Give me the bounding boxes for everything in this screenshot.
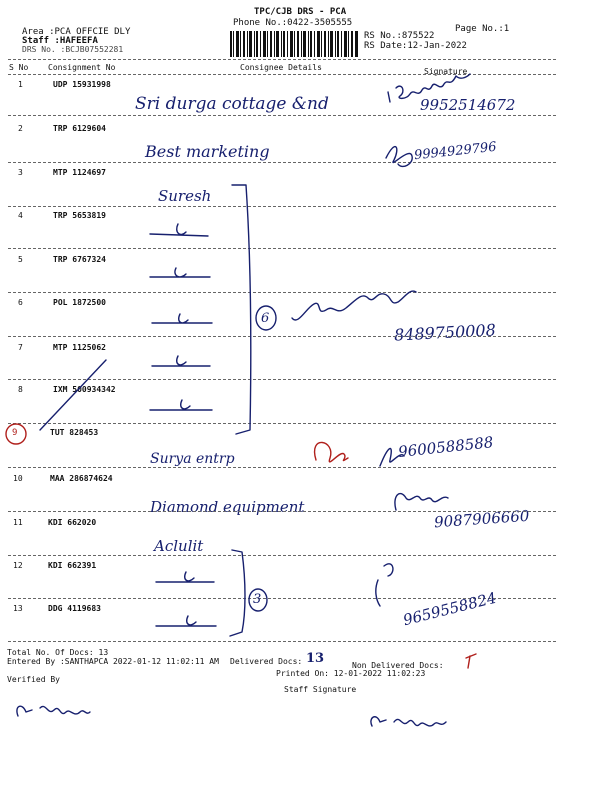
- drs-number: DRS No. :BCJB07552281: [22, 45, 124, 54]
- group-count-annotation: 6: [261, 311, 270, 326]
- row-consignment-no: DDG 4119683: [48, 604, 101, 613]
- signature-scribble: [380, 449, 404, 466]
- delivered-docs-label: Delivered Docs:: [230, 657, 303, 666]
- signature-scribble: [388, 74, 470, 102]
- strike-line: [40, 360, 106, 430]
- printed-on: Printed On: 12-01-2022 11:02:23: [276, 669, 426, 678]
- row-consignment-no: TRP 5653819: [53, 211, 106, 220]
- row-sno: 13: [13, 604, 23, 613]
- row-phone: 8489750008: [393, 320, 497, 345]
- group-bracket: [232, 185, 251, 434]
- row-consignment-no: IXM 500934342: [53, 385, 116, 394]
- row-sno: 4: [18, 211, 23, 220]
- column-sno: S No: [9, 63, 29, 72]
- row-sno: 7: [18, 343, 23, 352]
- row-consignee: Diamond equipment: [150, 498, 305, 516]
- row-consignment-no: MTP 1124697: [53, 168, 106, 177]
- row-consignment-no: UDP 15931998: [53, 80, 111, 89]
- row-phone: 9952514672: [420, 96, 516, 114]
- row-consignment-no: KDI 662391: [48, 561, 97, 570]
- column-consignee-details: Consignee Details: [240, 63, 322, 72]
- row-consignee: Suresh: [158, 187, 212, 205]
- row-consignment-no: TRP 6767324: [53, 255, 106, 264]
- phone-number: Phone No.:0422-3505555: [233, 18, 353, 28]
- row-consignee: Best marketing: [145, 142, 270, 161]
- row-sno: 11: [13, 518, 23, 527]
- signature-scribble: [386, 147, 412, 167]
- staff-signature-label: Staff Signature: [284, 685, 357, 694]
- ditto-mark: [156, 616, 216, 626]
- row-sno: 8: [18, 385, 23, 394]
- entered-by: Entered By :SANTHAPCA 2022-01-12 11:02:11 AM: [7, 657, 219, 666]
- row-consignee: Sri durga cottage &nd: [135, 94, 329, 114]
- row-consignment-no: TRP 6129604: [53, 124, 106, 133]
- column-signature: Signature: [424, 67, 468, 76]
- verified-signature: [17, 706, 90, 716]
- group-count-circle: [249, 589, 267, 611]
- row-consignee: Surya entrp: [150, 451, 235, 467]
- row-sno: 5: [18, 255, 23, 264]
- page-number: Page No.:1: [455, 24, 510, 34]
- ditto-mark: [150, 224, 208, 236]
- staff-signature: [371, 717, 446, 726]
- group-bracket: [230, 550, 245, 636]
- row-consignment-no: TUT 828453: [50, 428, 99, 437]
- signature-scribble: [292, 291, 416, 320]
- group-count-circle: [256, 306, 276, 330]
- group-count-annotation: 3: [253, 592, 262, 607]
- verified-by-label: Verified By: [7, 675, 60, 684]
- row-phone: 9600588588: [397, 433, 495, 461]
- row-sno: 2: [18, 124, 23, 133]
- row-sno: 1: [18, 80, 23, 89]
- rs-date: RS Date:12-Jan-2022: [364, 41, 467, 51]
- signature-scribble: [376, 564, 393, 606]
- ditto-mark: [152, 314, 212, 323]
- row-phone: 9087906660: [433, 506, 530, 532]
- row-consignee: Aclulit: [154, 537, 204, 555]
- row-number-circle: [6, 424, 26, 444]
- row-sno: 6: [18, 298, 23, 307]
- row-consignment-no: MTP 1125062: [53, 343, 106, 352]
- row-sno: 3: [18, 168, 23, 177]
- row-consignment-no: POL 1872500: [53, 298, 106, 307]
- row-sno: 12: [13, 561, 23, 570]
- row-phone: 9659558824: [401, 588, 499, 630]
- delivered-tick: [466, 654, 476, 668]
- signature-scribble: [395, 494, 448, 510]
- area-field: Area :PCA OFFCIE DLY: [22, 27, 131, 37]
- signature-scribble: [315, 442, 348, 461]
- row-phone: 9994929796: [413, 139, 498, 164]
- ditto-mark: [156, 572, 214, 582]
- row-sno: 9: [12, 428, 18, 438]
- staff-field: Staff :HAFEEFA: [22, 36, 98, 46]
- row-consignment-no: MAA 286874624: [50, 474, 113, 483]
- row-consignment-no: KDI 662020: [48, 518, 97, 527]
- ditto-mark: [150, 268, 210, 277]
- column-consignment: Consignment No: [48, 63, 116, 72]
- ditto-mark: [152, 356, 210, 366]
- row-sno: 10: [13, 474, 23, 483]
- rs-number: RS No.:875522: [364, 31, 435, 41]
- ditto-mark: [150, 400, 212, 410]
- delivered-docs-value: 13: [306, 651, 325, 666]
- total-docs: Total No. Of Docs: 13: [7, 648, 109, 657]
- non-delivered-docs-label: Non Delivered Docs:: [352, 661, 444, 670]
- document-title: TPC/CJB DRS - PCA: [254, 7, 347, 17]
